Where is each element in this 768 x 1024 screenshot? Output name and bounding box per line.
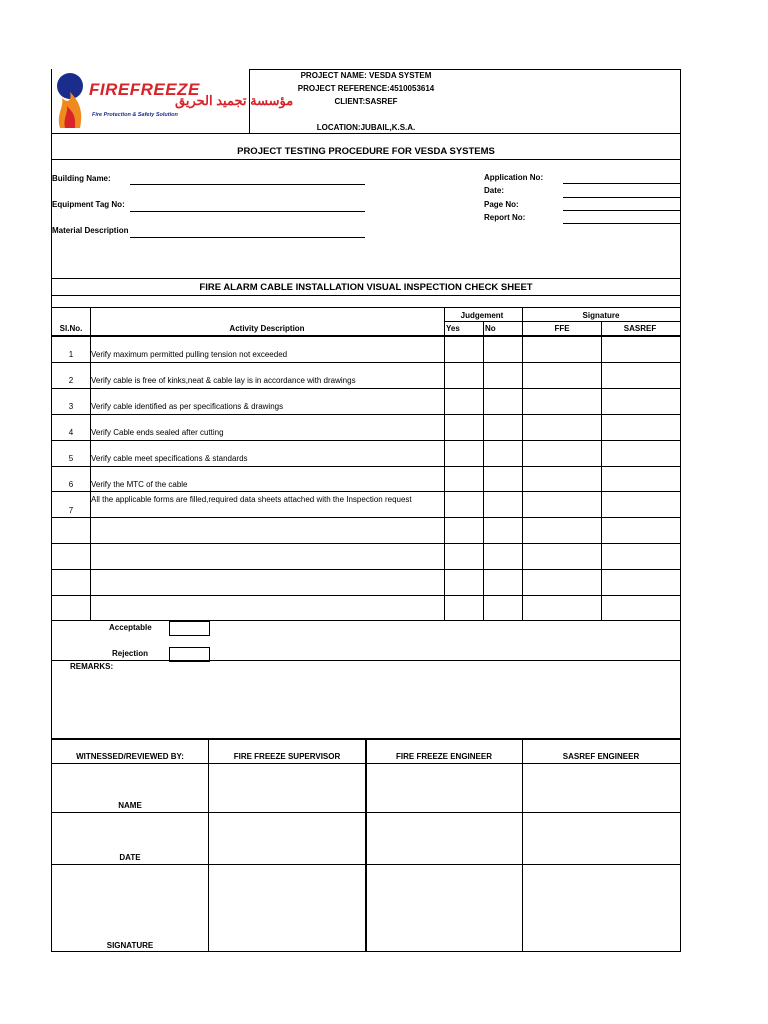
outer-border-right — [680, 69, 681, 952]
acceptable-label: Acceptable — [109, 623, 152, 632]
row-description: Verify cable meet specifications & standards — [91, 454, 248, 463]
client-name: CLIENT:SASREF — [334, 97, 398, 106]
logo-arabic-name: مؤسسة تجميد الحريق — [175, 93, 294, 108]
page-title: PROJECT TESTING PROCEDURE FOR VESDA SYSTEMS — [237, 146, 495, 157]
project-name: PROJECT NAME: VESDA SYSTEM — [300, 71, 432, 80]
row-number: 2 — [68, 376, 74, 385]
application-no-field[interactable] — [563, 183, 680, 184]
flame-globe-icon — [54, 70, 86, 130]
header-top-line — [249, 69, 680, 70]
yes-header: Yes — [446, 324, 460, 333]
col-line-yes — [483, 321, 484, 620]
name-row-line — [51, 812, 680, 813]
signature-label: SIGNATURE — [106, 941, 154, 950]
row-line — [51, 466, 680, 467]
row-number: 6 — [68, 480, 74, 489]
signature-header: Signature — [582, 311, 620, 320]
row-number: 1 — [68, 350, 74, 359]
acceptable-checkbox[interactable] — [169, 621, 210, 636]
title-bottom-line — [51, 159, 680, 160]
row-description: Verify the MTC of the cable — [91, 480, 188, 489]
row-line — [51, 569, 680, 570]
table-top-line — [51, 307, 680, 308]
row-line — [51, 362, 680, 363]
header-divider — [249, 69, 250, 134]
row-line — [51, 595, 680, 596]
col-line-ffe — [601, 321, 602, 620]
row-number: 4 — [68, 428, 74, 437]
row-line — [51, 491, 680, 492]
project-reference: PROJECT REFERENCE:4510053614 — [297, 84, 435, 93]
date-row-label: DATE — [119, 853, 141, 862]
outer-border-bottom — [51, 951, 680, 952]
row-number: 5 — [68, 454, 74, 463]
application-no-label: Application No: — [484, 173, 544, 182]
logo-wordmark: FIREFREEZE — [89, 80, 200, 99]
date-label: Date: — [484, 186, 505, 195]
table-bottom-line — [51, 620, 680, 621]
header-subdivider — [445, 321, 680, 322]
material-description-label: Material Description — [52, 226, 129, 235]
row-number: 7 — [68, 506, 74, 515]
ffe-header: FFE — [554, 324, 570, 333]
witness-col-line — [522, 738, 523, 951]
name-label: NAME — [118, 801, 142, 810]
remarks-label: REMARKS: — [70, 662, 114, 671]
building-name-field[interactable] — [130, 184, 365, 185]
slno-header: Sl.No. — [59, 324, 83, 333]
rejection-label: Rejection — [112, 649, 149, 658]
report-no-label: Report No: — [484, 213, 526, 222]
row-line — [51, 440, 680, 441]
logo-tagline: Fire Protection & Safety Solution — [92, 112, 178, 118]
sasref-engineer-header: SASREF ENGINEER — [562, 752, 640, 761]
row-description: Verify cable identified as per specifications & drawings — [91, 402, 284, 411]
check-title-bottom-line — [51, 295, 680, 296]
page-no-field[interactable] — [563, 210, 680, 211]
row-line — [51, 517, 680, 518]
row-line — [51, 543, 680, 544]
report-no-field[interactable] — [563, 223, 680, 224]
date-row-line — [51, 864, 680, 865]
material-description-field[interactable] — [130, 237, 365, 238]
activity-header: Activity Description — [229, 324, 305, 333]
building-name-label: Building Name: — [52, 174, 111, 183]
check-title-top-line — [51, 278, 680, 279]
witnessed-by-label: WITNESSED/REVIEWED BY: — [76, 752, 184, 761]
row-description: Verify Cable ends sealed after cutting — [91, 428, 224, 437]
row-description: Verify cable is free of kinks,neat & cable lay is in accordance with drawings — [91, 376, 356, 385]
remarks-top-line — [51, 660, 680, 661]
equipment-tag-field[interactable] — [130, 211, 365, 212]
header-bottom-thick-line — [51, 335, 680, 337]
check-sheet-title: FIRE ALARM CABLE INSTALLATION VISUAL INSPECTION CHECK SHEET — [199, 282, 533, 293]
row-description: Verify maximum permitted pulling tension not exceeded — [91, 350, 288, 359]
date-field[interactable] — [563, 197, 680, 198]
sasref-header: SASREF — [623, 324, 657, 333]
col-line-activity — [444, 307, 445, 620]
no-header: No — [485, 324, 496, 333]
header-bottom-line — [51, 133, 680, 134]
project-location: LOCATION:JUBAIL,K.S.A. — [316, 123, 416, 132]
ff-engineer-header: FIRE FREEZE ENGINEER — [395, 752, 493, 761]
witness-col-line — [365, 738, 367, 951]
row-number: 3 — [68, 402, 74, 411]
equipment-tag-label: Equipment Tag No: — [52, 200, 125, 209]
witness-col-line — [208, 738, 209, 951]
row-line — [51, 414, 680, 415]
ff-supervisor-header: FIRE FREEZE SUPERVISOR — [233, 752, 341, 761]
col-line-judgement — [522, 307, 523, 620]
page-no-label: Page No: — [484, 200, 519, 209]
row-description: All the applicable forms are filled,required data sheets attached with the Inspection request — [91, 495, 412, 504]
judgement-header: Judgement — [460, 311, 504, 320]
row-line — [51, 388, 680, 389]
